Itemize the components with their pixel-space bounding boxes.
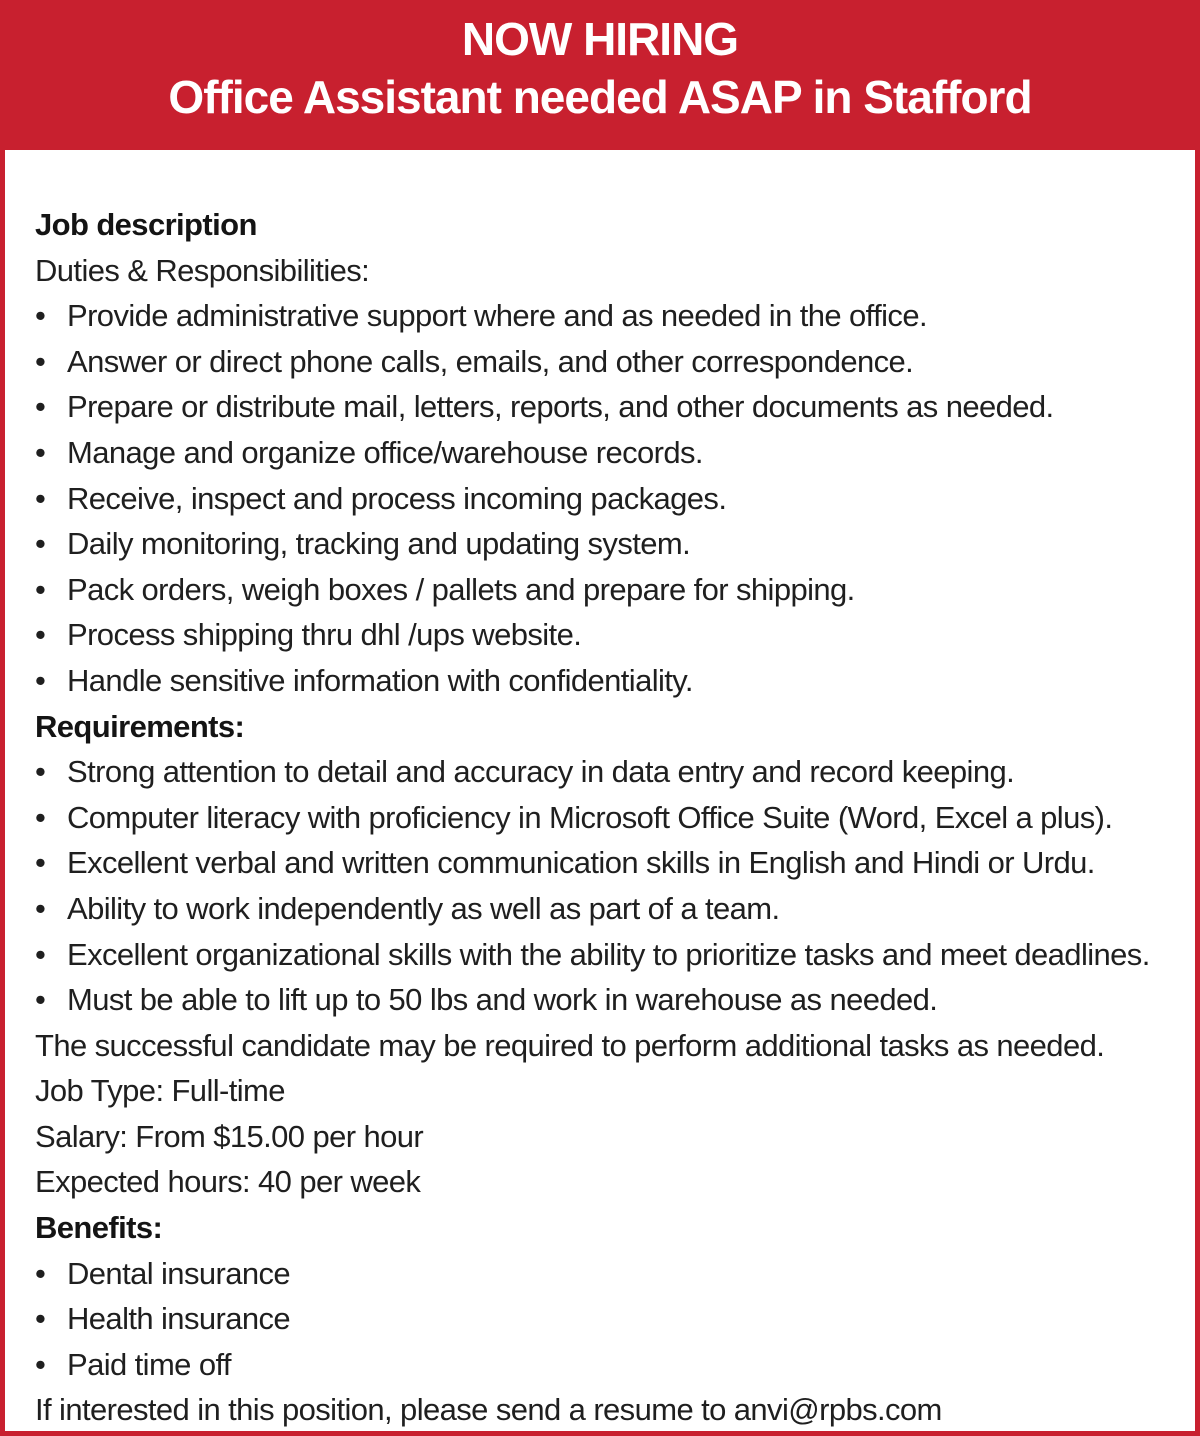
bullet-dot: • [35, 890, 46, 926]
expected-hours: Expected hours: 40 per week [35, 1164, 421, 1200]
bullet-dot: • [35, 662, 46, 698]
duty-item [35, 339, 1195, 385]
duty-item [35, 521, 1195, 567]
requirement-item-text: Computer literacy with proficiency in Microsoft Office Suite (Word, Excel a plus). [67, 799, 1113, 835]
bullet-dot: • [35, 617, 46, 653]
bullet-dot: • [35, 571, 46, 607]
duty-item [35, 384, 1195, 430]
requirement-item [35, 886, 1195, 932]
bullet-dot: • [35, 526, 46, 562]
duty-item [35, 658, 1195, 704]
requirement-item-text: Excellent organizational skills with the ability to prioritize tasks and meet deadlines. [67, 936, 1150, 972]
duty-item-text: Pack orders, weigh boxes / pallets and prepare for shipping. [67, 571, 855, 607]
requirement-item [35, 977, 1195, 1023]
hiring-banner [5, 5, 1195, 150]
bullet-dot: • [35, 1346, 46, 1382]
requirements-list [35, 749, 1195, 1023]
banner-headline: NOW HIRING [461, 13, 739, 65]
requirements-heading: Requirements: [35, 708, 245, 744]
job-description-heading: Job description [35, 207, 257, 242]
duty-item [35, 430, 1195, 476]
duty-item-text: Receive, inspect and process incoming packages. [67, 480, 727, 516]
benefit-item-text: Dental insurance [67, 1255, 291, 1291]
bullet-dot: • [35, 343, 46, 379]
duty-item-text: Process shipping thru dhl /ups website. [67, 617, 582, 653]
benefit-item [35, 1296, 1195, 1342]
bullet-dot: • [35, 480, 46, 516]
duty-item-text: Manage and organize office/warehouse records. [67, 434, 703, 470]
benefit-item-text: Health insurance [67, 1301, 291, 1337]
requirement-item [35, 749, 1195, 795]
requirement-item [35, 932, 1195, 978]
requirement-item [35, 795, 1195, 841]
bullet-dot: • [35, 1301, 46, 1337]
bullet-dot: • [35, 389, 46, 425]
duty-item-text: Answer or direct phone calls, emails, and other correspondence. [67, 343, 914, 379]
duty-item-text: Daily monitoring, tracking and updating system. [67, 526, 691, 562]
requirement-item-text: Must be able to lift up to 50 lbs and work in warehouse as needed. [67, 982, 938, 1018]
benefit-item [35, 1251, 1195, 1297]
benefits-list [35, 1251, 1195, 1388]
duties-label: Duties & Responsibilities: [35, 252, 370, 288]
benefits-heading: Benefits: [35, 1210, 163, 1246]
bullet-dot: • [35, 982, 46, 1018]
duty-item [35, 612, 1195, 658]
requirement-item-text: Strong attention to detail and accuracy in data entry and record keeping. [67, 754, 1015, 790]
benefit-item [35, 1342, 1195, 1388]
bullet-dot: • [35, 845, 46, 881]
ad-body [5, 150, 1195, 1433]
bullet-dot: • [35, 754, 46, 790]
bullet-dot: • [35, 936, 46, 972]
requirement-item-text: Excellent verbal and written communication skills in English and Hindi or Urdu. [67, 845, 1095, 881]
requirement-item [35, 840, 1195, 886]
duties-list [35, 293, 1195, 703]
duty-item-text: Prepare or distribute mail, letters, reports, and other documents as needed. [67, 389, 1054, 425]
additional-tasks-note: The successful candidate may be required to perform additional tasks as needed. [35, 1027, 1105, 1063]
benefit-item-text: Paid time off [67, 1346, 231, 1382]
duty-item-text: Provide administrative support where and as needed in the office. [67, 298, 927, 334]
job-type: Job Type: Full-time [35, 1073, 285, 1109]
salary: Salary: From $15.00 per hour [35, 1118, 424, 1154]
bullet-dot: • [35, 1255, 46, 1291]
banner-job-title: Office Assistant needed ASAP in Stafford [168, 71, 1032, 123]
requirement-item-text: Ability to work independently as well as part of a team. [67, 890, 780, 926]
duty-item [35, 293, 1195, 339]
duty-item [35, 476, 1195, 522]
bullet-dot: • [35, 298, 46, 334]
bullet-dot: • [35, 799, 46, 835]
bullet-dot: • [35, 434, 46, 470]
duty-item-text: Handle sensitive information with confidentiality. [67, 662, 693, 698]
duty-item [35, 567, 1195, 613]
contact-line: If interested in this position, please send a resume to anvi@rpbs.com [35, 1392, 942, 1428]
